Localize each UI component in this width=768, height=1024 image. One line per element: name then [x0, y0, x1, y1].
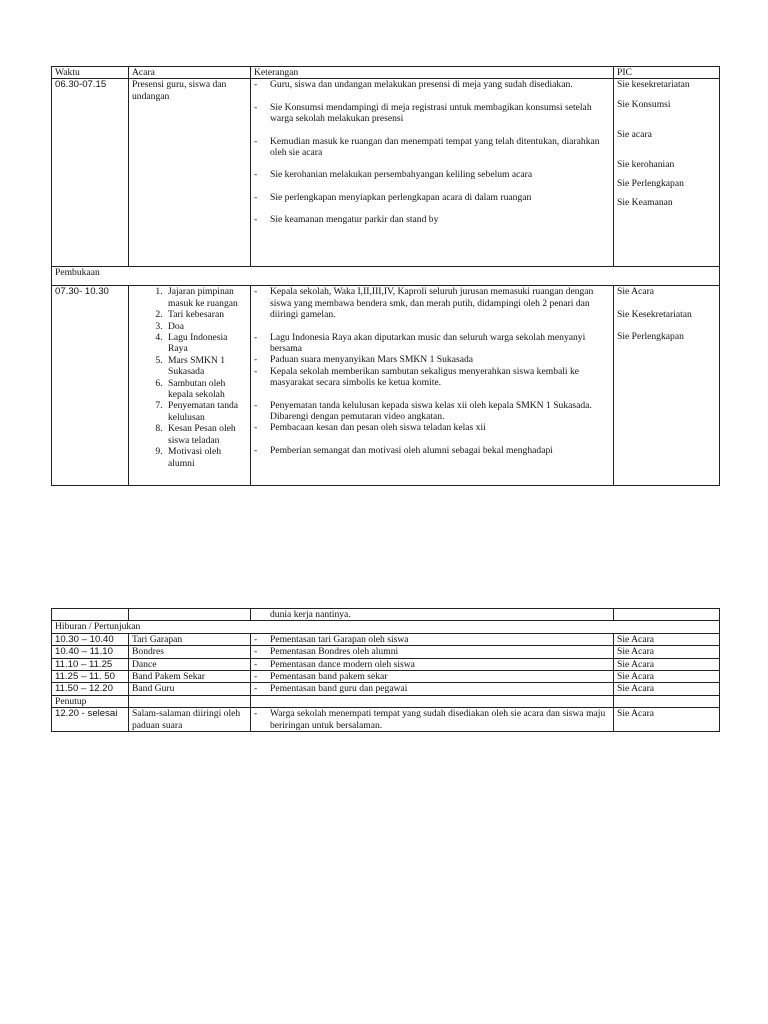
hiburan-pic: Sie Acara: [614, 683, 720, 695]
list-item: 2. Tari kebesaran: [165, 309, 247, 320]
pic-item: Sie Konsumsi: [617, 98, 671, 110]
penutup-waktu: 12.20 - selesai: [52, 708, 129, 732]
table-row: [52, 671, 720, 683]
list-item: - Pementasan band guru dan pegawai: [254, 683, 610, 694]
list-item: - Guru, siswa dan undangan melakukan presensi di meja yang sudah disediakan.: [254, 79, 610, 90]
hiburan-waktu: 11.25 – 11. 50: [52, 671, 129, 683]
list-item: - Pemberian semangat dan motivasi oleh alumni sebagai bekal menghadapi: [254, 445, 610, 456]
hiburan-pic: Sie Acara: [614, 658, 720, 670]
row1-waktu: 06.30-07.15: [52, 79, 129, 267]
pic-item: Sie Acara: [617, 286, 655, 298]
hiburan-waktu: 11.50 – 12.20: [52, 683, 129, 695]
section-row-hiburan: [52, 621, 720, 633]
hiburan-acara: Band Pakem Sekar: [129, 671, 251, 683]
continuation-text: dunia kerja nantinya.: [251, 609, 614, 621]
list-item: - Pementasan Bondres oleh alumni: [254, 646, 610, 657]
row2-waktu: 07.30- 10.30: [52, 286, 129, 486]
hiburan-waktu: 10.30 – 10.40: [52, 633, 129, 645]
list-item: - Pementasan dance modern oleh siswa: [254, 659, 610, 670]
section-label-penutup: Penutup: [52, 695, 129, 707]
table-row: [52, 633, 720, 645]
pic-item: Sie Kesekretariatan: [617, 308, 692, 320]
pic-item: Sie kerohanian: [617, 158, 675, 170]
list-item: 3. Doa: [165, 321, 247, 332]
hiburan-pic: Sie Acara: [614, 646, 720, 658]
list-item: - Sie perlengkapan menyiapkan perlengkapan acara di dalam ruangan: [254, 192, 610, 203]
list-item: - Sie kerohanian melakukan persembahyangan keliling sebelum acara: [254, 169, 610, 180]
hiburan-keterangan: [251, 658, 614, 670]
row1-pic: [614, 79, 720, 267]
list-item: - Pementasan tari Garapan oleh siswa: [254, 634, 610, 645]
list-item: 9. Motivasi oleh alumni: [165, 446, 247, 469]
continuation-row: [52, 609, 720, 621]
section-row-pembukaan: [52, 267, 720, 286]
pic-item: Sie Perlengkapan: [617, 178, 684, 190]
list-item: - Sie Konsumsi mendampingi di meja registrasi untuk membagikan konsumsi setelah warga sekolah melakukan presensi: [254, 102, 610, 125]
table-row: [52, 683, 720, 695]
list-item: - Warga sekolah menempati tempat yang sudah disediakan oleh sie acara dan siswa maju beriringan untuk bersalaman.: [254, 708, 610, 731]
list-item: 5. Mars SMKN 1 Sukasada: [165, 355, 247, 378]
list-item: 7. Penyematan tanda kelulusan: [165, 400, 247, 423]
hiburan-waktu: 11.10 – 11.25: [52, 658, 129, 670]
pic-item: Sie Perlengkapan: [617, 331, 684, 343]
list-item: - Lagu Indonesia Raya akan diputarkan music dan seluruh warga sekolah menyanyi bersama: [254, 332, 610, 355]
header-waktu: Waktu: [52, 67, 129, 79]
row2-keterangan: [251, 286, 614, 486]
hiburan-pic: Sie Acara: [614, 633, 720, 645]
list-item: 8. Kesan Pesan oleh siswa teladan: [165, 423, 247, 446]
list-item: - Penyematan tanda kelulusan kepada siswa kelas xii oleh kepala SMKN 1 Sukasada. Dibarengi dengan pemutaran video angkatan.: [254, 400, 610, 423]
table-row: [52, 646, 720, 658]
hiburan-keterangan: [251, 683, 614, 695]
hiburan-acara: Bondres: [129, 646, 251, 658]
pic-item: Sie Keamanan: [617, 197, 673, 209]
table-row: [52, 708, 720, 732]
schedule-table-part-2: [51, 608, 720, 732]
list-item: 6. Sambutan oleh kepala sekolah: [165, 378, 247, 401]
hiburan-waktu: 10.40 – 11.10: [52, 646, 129, 658]
hiburan-keterangan: [251, 633, 614, 645]
table-row: [52, 79, 720, 267]
row2-acara: [129, 286, 251, 486]
list-item: - Pementasan band pakem sekar: [254, 671, 610, 682]
row1-acara: Presensi guru, siswa dan undangan: [129, 79, 251, 267]
section-label-pembukaan: Pembukaan: [52, 267, 720, 286]
header-acara: Acara: [129, 67, 251, 79]
list-item: 1. Jajaran pimpinan masuk ke ruangan: [165, 286, 247, 309]
hiburan-acara: Band Guru: [129, 683, 251, 695]
header-keterangan: Keterangan: [251, 67, 614, 79]
section-row-penutup: [52, 695, 720, 707]
pic-item: Sie kesekretariatan: [617, 79, 690, 91]
row1-keterangan: [251, 79, 614, 267]
hiburan-keterangan: [251, 671, 614, 683]
hiburan-acara: Tari Garapan: [129, 633, 251, 645]
pic-item: Sie acara: [617, 129, 652, 141]
hiburan-keterangan: [251, 646, 614, 658]
section-label-hiburan: Hiburan / Pertunjukan: [52, 621, 720, 633]
list-item: - Paduan suara menyanyikan Mars SMKN 1 Sukasada: [254, 354, 610, 365]
hiburan-acara: Dance: [129, 658, 251, 670]
row2-pic: [614, 286, 720, 486]
table-row: [52, 658, 720, 670]
list-item: - Pembacaan kesan dan pesan oleh siswa teladan kelas xii: [254, 422, 610, 433]
header-row: [52, 67, 720, 79]
table-row: [52, 286, 720, 486]
penutup-pic: Sie Acara: [614, 708, 720, 732]
list-item: - Kepala sekolah memberikan sambutan sekaligus menyerahkan siswa kembali ke masyarakat secara simbolis ke ketua komite.: [254, 366, 610, 389]
penutup-acara: Salam-salaman diiringi oleh paduan suara: [129, 708, 251, 732]
list-item: - Kepala sekolah, Waka I,II,III,IV, Kaproli seluruh jurusan memasuki ruangan dengan siswa yang membawa bendera smk, dan merah putih, didampingi oleh 2 penari dan diiringi gamelan.: [254, 286, 610, 320]
penutup-keterangan: [251, 708, 614, 732]
list-item: - Kemudian masuk ke ruangan dan menempati tempat yang telah ditentukan, diarahkan oleh sie acara: [254, 136, 610, 159]
hiburan-pic: Sie Acara: [614, 671, 720, 683]
header-pic: PIC: [614, 67, 720, 79]
list-item: 4. Lagu Indonesia Raya: [165, 332, 247, 355]
list-item: - Sie keamanan mengatur parkir dan stand by: [254, 214, 610, 225]
schedule-table-part-1: [51, 66, 720, 486]
